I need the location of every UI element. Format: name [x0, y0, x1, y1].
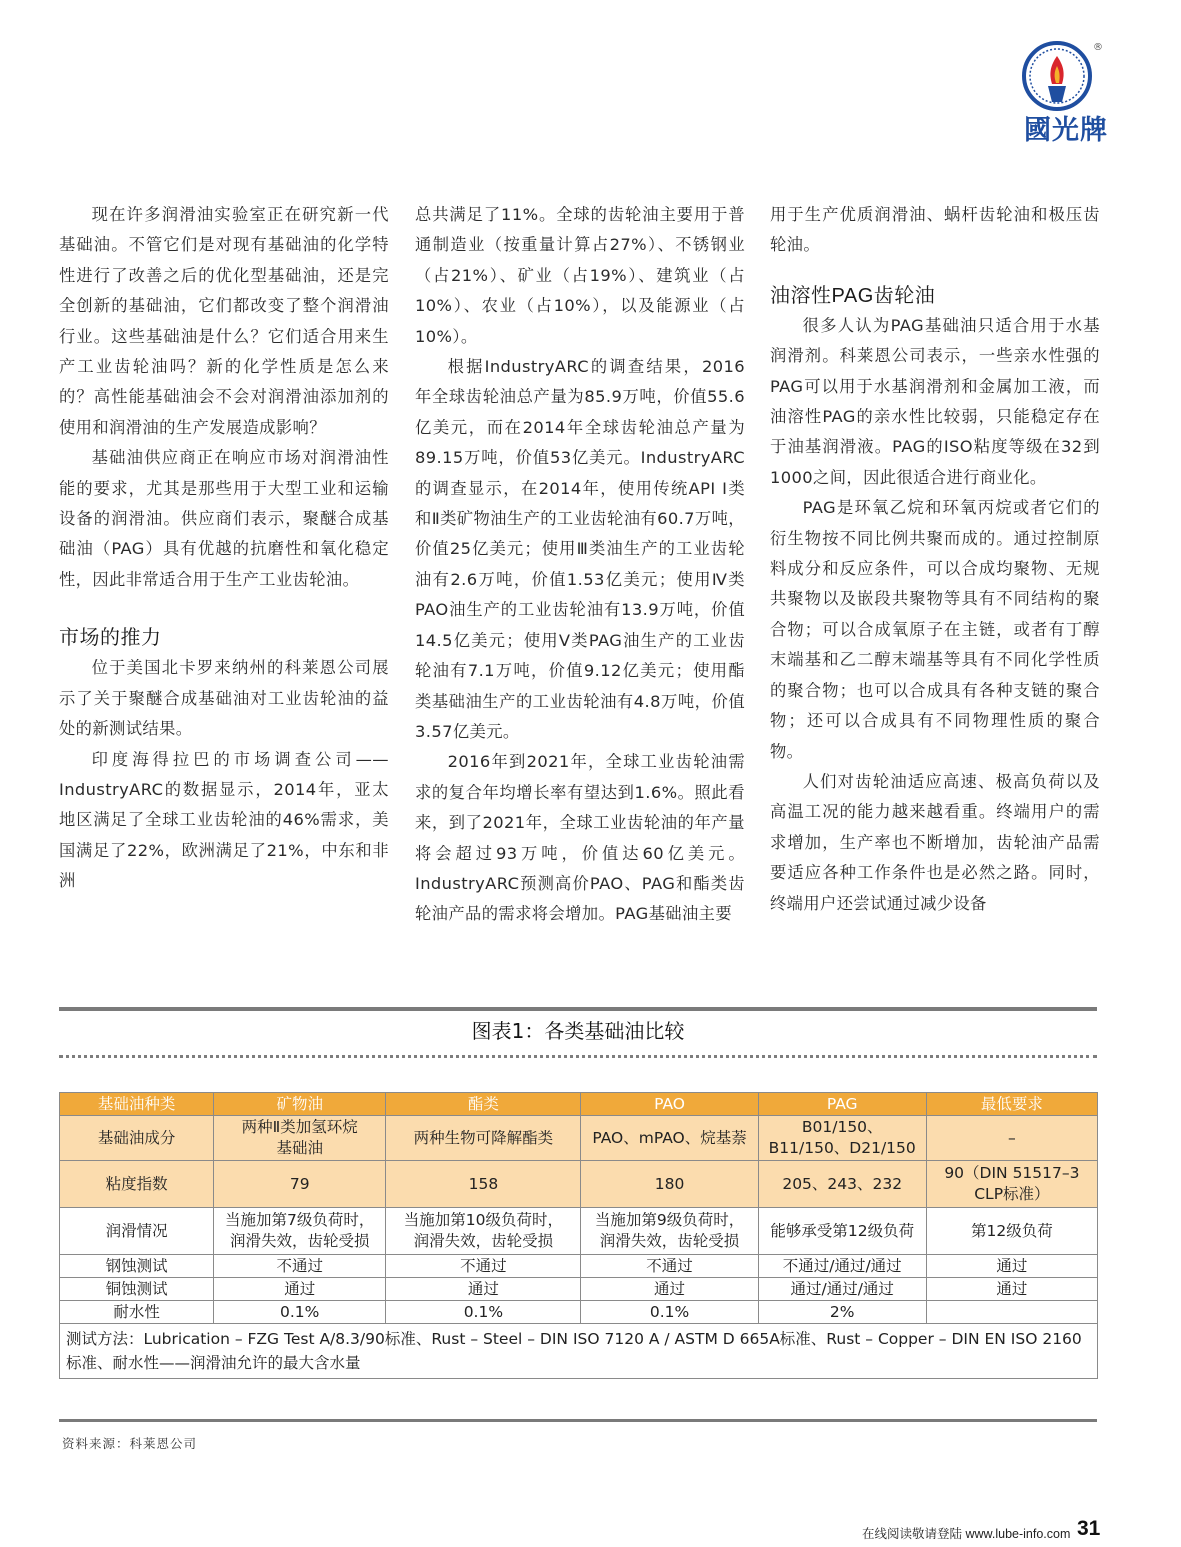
section-heading-pag: 油溶性PAG齿轮油	[770, 284, 936, 307]
page-number: 31	[1077, 1517, 1101, 1540]
base-oil-comparison-table	[59, 1092, 1098, 1379]
table-cell: 基础油成分	[60, 1116, 214, 1161]
table-cell: 0.1%	[214, 1301, 386, 1324]
table-cell: 当施加第7级负荷时， 润滑失效，齿轮受损	[214, 1208, 386, 1255]
source-credit: 资料来源：科莱恩公司	[62, 1436, 198, 1451]
table-cell: 润滑情况	[60, 1208, 214, 1255]
table-cell: 2%	[758, 1301, 926, 1324]
figure-title: 图表1：各类基础油比较	[471, 1019, 685, 1043]
table-row	[60, 1301, 1098, 1324]
table-cell	[926, 1301, 1097, 1324]
table-row	[60, 1278, 1098, 1301]
paragraph: 总共满足了11%。全球的齿轮油主要用于普通制造业（按重量计算占27%）、不锈钢业（占21%）、矿业（占19%）、建筑业（占10%）、农业（占10%），以及能源业（占10%）。	[415, 205, 745, 346]
column-header: PAG	[758, 1093, 926, 1116]
table-cell: 通过	[581, 1278, 758, 1301]
table-row	[60, 1116, 1098, 1161]
table-row	[60, 1255, 1098, 1278]
registered-mark: ®	[1093, 42, 1103, 53]
column-header: PAO	[581, 1093, 758, 1116]
table-cell: 158	[386, 1161, 581, 1208]
table-cell: B01/150、 B11/150、D21/150	[758, 1116, 926, 1161]
figure-bottom-rule	[59, 1419, 1097, 1422]
article-column-2	[415, 200, 745, 930]
paragraph: 很多人认为PAG基础油只适合用于水基润滑剂。科莱恩公司表示，一些亲水性强的PAG可以用于水基润滑剂和金属加工液，而油溶性PAG的亲水性比较弱，只能稳定存在于油基润滑液。PAG的ISO粘度等级在32到1000之间，因此很适合进行商业化。	[770, 315, 1100, 487]
figure-dotted-rule	[59, 1055, 1097, 1058]
table-cell: 能够承受第12级负荷	[758, 1208, 926, 1255]
table-cell: 不通过	[581, 1255, 758, 1278]
table-cell: 0.1%	[581, 1301, 758, 1324]
table-cell: 通过	[214, 1278, 386, 1301]
table-row	[60, 1161, 1098, 1208]
table-cell: 粘度指数	[60, 1161, 214, 1208]
article-column-1	[59, 200, 389, 897]
table-cell: 79	[214, 1161, 386, 1208]
table-cell: PAO、mPAO、烷基萘	[581, 1116, 758, 1161]
table-cell: 第12级负荷	[926, 1208, 1097, 1255]
article-column-3	[770, 200, 1100, 919]
table-cell: 通过/通过/通过	[758, 1278, 926, 1301]
table-cell: 当施加第9级负荷时， 润滑失效，齿轮受损	[581, 1208, 758, 1255]
table-cell: 通过	[926, 1278, 1097, 1301]
table-header-row	[60, 1093, 1098, 1116]
table-cell: 0.1%	[386, 1301, 581, 1324]
table-cell: 不通过	[386, 1255, 581, 1278]
paragraph: 位于美国北卡罗来纳州的科莱恩公司展示了关于聚醚合成基础油对工业齿轮油的益处的新测试结果。	[59, 658, 389, 739]
column-header: 基础油种类	[60, 1093, 214, 1116]
table-cell: 90（DIN 51517–3 CLP标准）	[926, 1161, 1097, 1208]
table-cell: 两种Ⅱ类加氢环烷 基础油	[214, 1116, 386, 1161]
table-cell: 通过	[926, 1255, 1097, 1278]
torch-emblem-icon	[1012, 40, 1122, 112]
table-cell: 耐水性	[60, 1301, 214, 1324]
table-cell: 不通过	[214, 1255, 386, 1278]
paragraph: 用于生产优质润滑油、蜗杆齿轮油和极压齿轮油。	[770, 205, 1100, 255]
column-header: 酯类	[386, 1093, 581, 1116]
table-cell: 不通过/通过/通过	[758, 1255, 926, 1278]
table-cell: 通过	[386, 1278, 581, 1301]
table-cell: 180	[581, 1161, 758, 1208]
paragraph: 2016年到2021年，全球工业齿轮油需求的复合年均增长率有望达到1.6%。照此看来，到了2021年，全球工业齿轮油的年产量将会超过93万吨，价值达60亿美元。IndustryARC预测高价PAO、PAG和酯类齿轮油产品的需求将会增加。PAG基础油主要	[415, 752, 745, 924]
section-heading-market: 市场的推力	[59, 627, 162, 650]
figure-top-rule	[59, 1007, 1097, 1011]
test-method-note: 测试方法：Lubrication – FZG Test A/8.3/90标准、Rust – Steel – DIN ISO 7120 A / ASTM D 665A标准、Rust – Copper – DIN EN ISO 2160标准、耐水性——润滑油允许的最大含水量	[60, 1324, 1098, 1379]
footer-website-link[interactable]: 在线阅读敬请登陆 www.lube-info.com	[862, 1527, 1071, 1541]
paragraph: 人们对齿轮油适应高速、极高负荷以及高温工况的能力越来越看重。终端用户的需求增加，生产率也不断增加，齿轮油产品需要适应各种工作条件也是必然之路。同时，终端用户还尝试通过减少设备	[770, 771, 1100, 913]
paragraph: 印度海得拉巴的市场调查公司——IndustryARC的数据显示，2014年，亚太地区满足了全球工业齿轮油的46%需求，美国满足了22%，欧洲满足了21%，中东和非洲	[59, 749, 389, 891]
column-header: 最低要求	[926, 1093, 1097, 1116]
paragraph: 基础油供应商正在响应市场对润滑油性能的要求，尤其是那些用于大型工业和运输设备的润滑油。供应商们表示，聚醚合成基础油（PAG）具有优越的抗磨性和氧化稳定性，因此非常适合用于生产工业齿轮油。	[59, 448, 389, 589]
table-cell: –	[926, 1116, 1097, 1161]
table-row	[60, 1208, 1098, 1255]
brand-logo-text: 國光牌	[1024, 115, 1108, 146]
table-cell: 铜蚀测试	[60, 1278, 214, 1301]
table-cell: 钢蚀测试	[60, 1255, 214, 1278]
table-cell: 当施加第10级负荷时， 润滑失效，齿轮受损	[386, 1208, 581, 1255]
paragraph: PAG是环氧乙烷和环氧丙烷或者它们的衍生物按不同比例共聚而成的。通过控制原料成分和反应条件，可以合成均聚物、无规共聚物以及嵌段共聚物等具有不同结构的聚合物；可以合成氧原子在主链，或者有丁醇末端基和乙二醇末端基等具有不同化学性质的聚合物；也可以合成具有各种支链的聚合物；还可以合成具有不同物理性质的聚合物。	[770, 498, 1100, 761]
paragraph: 现在许多润滑油实验室正在研究新一代基础油。不管它们是对现有基础油的化学特性进行了改善之后的优化型基础油，还是完全创新的基础油，它们都改变了整个润滑油行业。这些基础油是什么？它们适合用来生产工业齿轮油吗？新的化学性质是怎么来的？高性能基础油会不会对润滑油添加剂的使用和润滑油的生产发展造成影响？	[59, 205, 389, 437]
table-cell: 205、243、232	[758, 1161, 926, 1208]
table-note-row	[60, 1324, 1098, 1379]
table-cell: 两种生物可降解酯类	[386, 1116, 581, 1161]
paragraph: 根据IndustryARC的调查结果，2016年全球齿轮油总产量为85.9万吨，价值55.6亿美元，而在2014年全球齿轮油总产量为89.15万吨，价值53亿美元。IndustryARC的调查显示，在2014年，使用传统API Ⅰ类和Ⅱ类矿物油生产的工业齿轮油有60.7万吨，价值25亿美元；使用Ⅲ类油生产的工业齿轮油有2.6万吨，价值1.53亿美元；使用Ⅳ类PAO油生产的工业齿轮油有13.9万吨，价值14.5亿美元；使用Ⅴ类PAG油生产的工业齿轮油有7.1万吨，价值9.12亿美元；使用酯类基础油生产的工业齿轮油有4.8万吨，价值3.57亿美元。	[415, 357, 745, 741]
column-header: 矿物油	[214, 1093, 386, 1116]
